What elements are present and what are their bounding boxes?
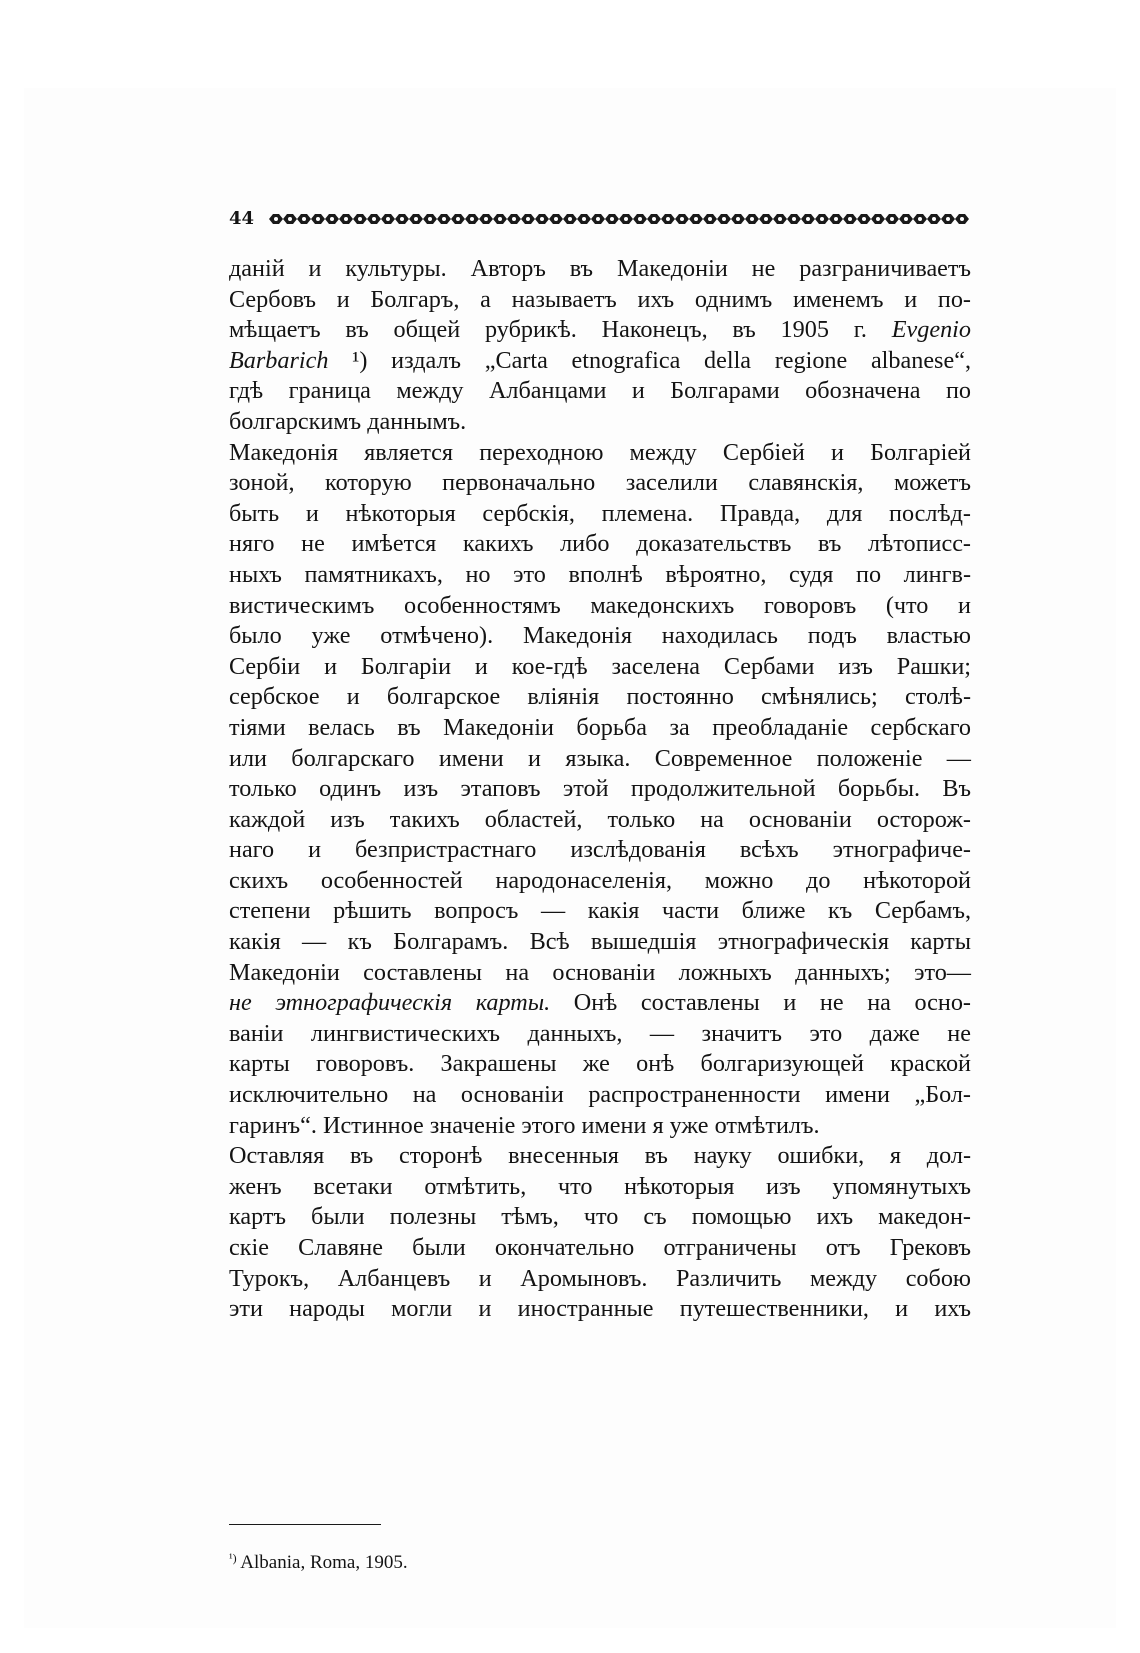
text-segment: какія — къ Болгарамъ. Всѣ вышедшія этнографическія карты (229, 928, 971, 956)
text-segment: тіями велась въ Македоніи борьба за преобладаніе сербскаго (229, 713, 971, 741)
text-line (229, 591, 971, 622)
text-line (229, 407, 971, 438)
text-segment: гдѣ граница между Албанцами и Болгарами обозначена по (229, 377, 971, 405)
text-segment: женъ всетаки отмѣтить, что нѣкоторыя изъ упомянутыхъ (229, 1172, 971, 1200)
text-line (229, 652, 971, 683)
text-segment: сербское и болгарское вліянія постоянно смѣнялись; столѣ- (229, 683, 971, 711)
text-line (229, 1233, 971, 1264)
text-line (229, 927, 971, 958)
text-segment: болгарскимъ даннымъ. (229, 407, 467, 435)
text-line (229, 1141, 971, 1172)
text-segment: Македоніи составлены на основаніи ложныхъ данныхъ; это— (229, 958, 971, 986)
italic-text: Evgenio (891, 316, 971, 344)
body-text (229, 254, 971, 1325)
text-segment: картъ были полезны тѣмъ, что съ помощью ихъ македон- (229, 1203, 971, 1231)
text-line (229, 1080, 971, 1111)
text-line (229, 499, 971, 530)
text-segment: ¹) издалъ „Carta etnografica della regione albanese“, (328, 346, 971, 374)
text-line (229, 896, 971, 927)
text-line (229, 805, 971, 836)
text-line (229, 285, 971, 316)
text-segment: ваніи лингвистическихъ данныхъ, — значитъ это даже не (229, 1019, 971, 1047)
text-segment: степени рѣшить вопросъ — какія части ближе къ Сербамъ, (229, 897, 971, 925)
text-segment: скіе Славяне были окончательно отграничены отъ Грековъ (229, 1234, 971, 1261)
text-segment: Македонія является переходною между Сербіей и Болгаріей (229, 438, 971, 466)
text-segment: Сербіи и Болгаріи и кое-гдѣ заселена Сербами изъ Рашки; (229, 652, 971, 680)
text-segment: зоной, которую первоначально заселили славянскія, можетъ (229, 469, 971, 497)
text-line (229, 254, 971, 285)
text-segment: вистическимъ особенностямъ македонскихъ говоровъ (что и (229, 591, 971, 619)
text-segment: каждой изъ такихъ областей, только на основаніи осторож- (229, 805, 971, 833)
text-line (229, 376, 971, 407)
footnote-divider (229, 1524, 381, 1525)
text-segment: Оставляя въ сторонѣ внесенныя въ науку ошибки, я дол- (229, 1142, 971, 1170)
text-line (229, 346, 971, 377)
text-segment: Сербовъ и Болгаръ, а называетъ ихъ однимъ именемъ и по- (229, 285, 971, 313)
text-line (229, 1264, 971, 1295)
text-line (229, 560, 971, 591)
text-line (229, 866, 971, 897)
footnote-marker: ¹) (229, 1551, 237, 1565)
ornamental-rule (269, 212, 969, 226)
footnote-text: Albania, Roma, 1905. (236, 1552, 408, 1573)
footnote (229, 1545, 408, 1576)
text-segment: наго и безпристрастнаго изслѣдованія всѣхъ этнографиче- (229, 836, 971, 864)
text-line (229, 468, 971, 499)
text-line (229, 438, 971, 469)
text-line (229, 744, 971, 775)
text-segment: исключительно на основаніи распространенности имени „Бол- (229, 1081, 971, 1109)
text-line (229, 1049, 971, 1080)
text-segment: карты говоровъ. Закрашены же онѣ болгаризующей краской (229, 1050, 971, 1078)
text-line (229, 1172, 971, 1203)
text-line (229, 315, 971, 346)
text-line (229, 988, 971, 1019)
text-line (229, 1019, 971, 1050)
text-line (229, 682, 971, 713)
text-line (229, 713, 971, 744)
text-line (229, 774, 971, 805)
text-segment: даній и культуры. Авторъ въ Македоніи не разграничиваетъ (229, 255, 971, 282)
text-segment: быть и нѣкоторыя сербскія, племена. Правда, для послѣд- (229, 499, 971, 527)
italic-text: Barbarich (229, 346, 329, 374)
text-line (229, 621, 971, 652)
text-segment: эти народы могли и иностранные путешественники, и ихъ (229, 1295, 971, 1323)
text-segment: только одинъ изъ этаповъ этой продолжительной борьбы. Въ (229, 775, 971, 803)
text-segment: Турокъ, Албанцевъ и Аромыновъ. Различить между собою (229, 1264, 971, 1292)
text-line (229, 835, 971, 866)
text-segment: скихъ особенностей народонаселенія, можно до нѣкоторой (229, 866, 971, 894)
text-segment: няго не имѣется какихъ либо доказательствъ въ лѣтописс- (229, 530, 971, 558)
text-line (229, 1202, 971, 1233)
text-line (229, 1294, 971, 1325)
text-segment: или болгарскаго имени и языка. Современное положеніе — (229, 744, 971, 772)
text-segment: было уже отмѣчено). Македонія находилась подъ властью (229, 622, 971, 650)
text-segment: гаринъ“. Истинное значеніе этого имени я уже отмѣтилъ. (229, 1111, 820, 1139)
italic-text: не этнографическія карты. (229, 989, 551, 1017)
text-line (229, 1111, 971, 1142)
text-segment: Онѣ составлены и не на осно- (550, 989, 971, 1017)
text-line (229, 529, 971, 560)
page-number: 44 (229, 208, 255, 229)
text-segment: ныхъ памятникахъ, но это вполнѣ вѣроятно, судя по лингв- (229, 560, 971, 588)
running-header (229, 206, 971, 232)
text-line (229, 958, 971, 989)
text-segment: мѣщаетъ въ общей рубрикѣ. Наконецъ, въ 1905 г. (229, 316, 892, 344)
